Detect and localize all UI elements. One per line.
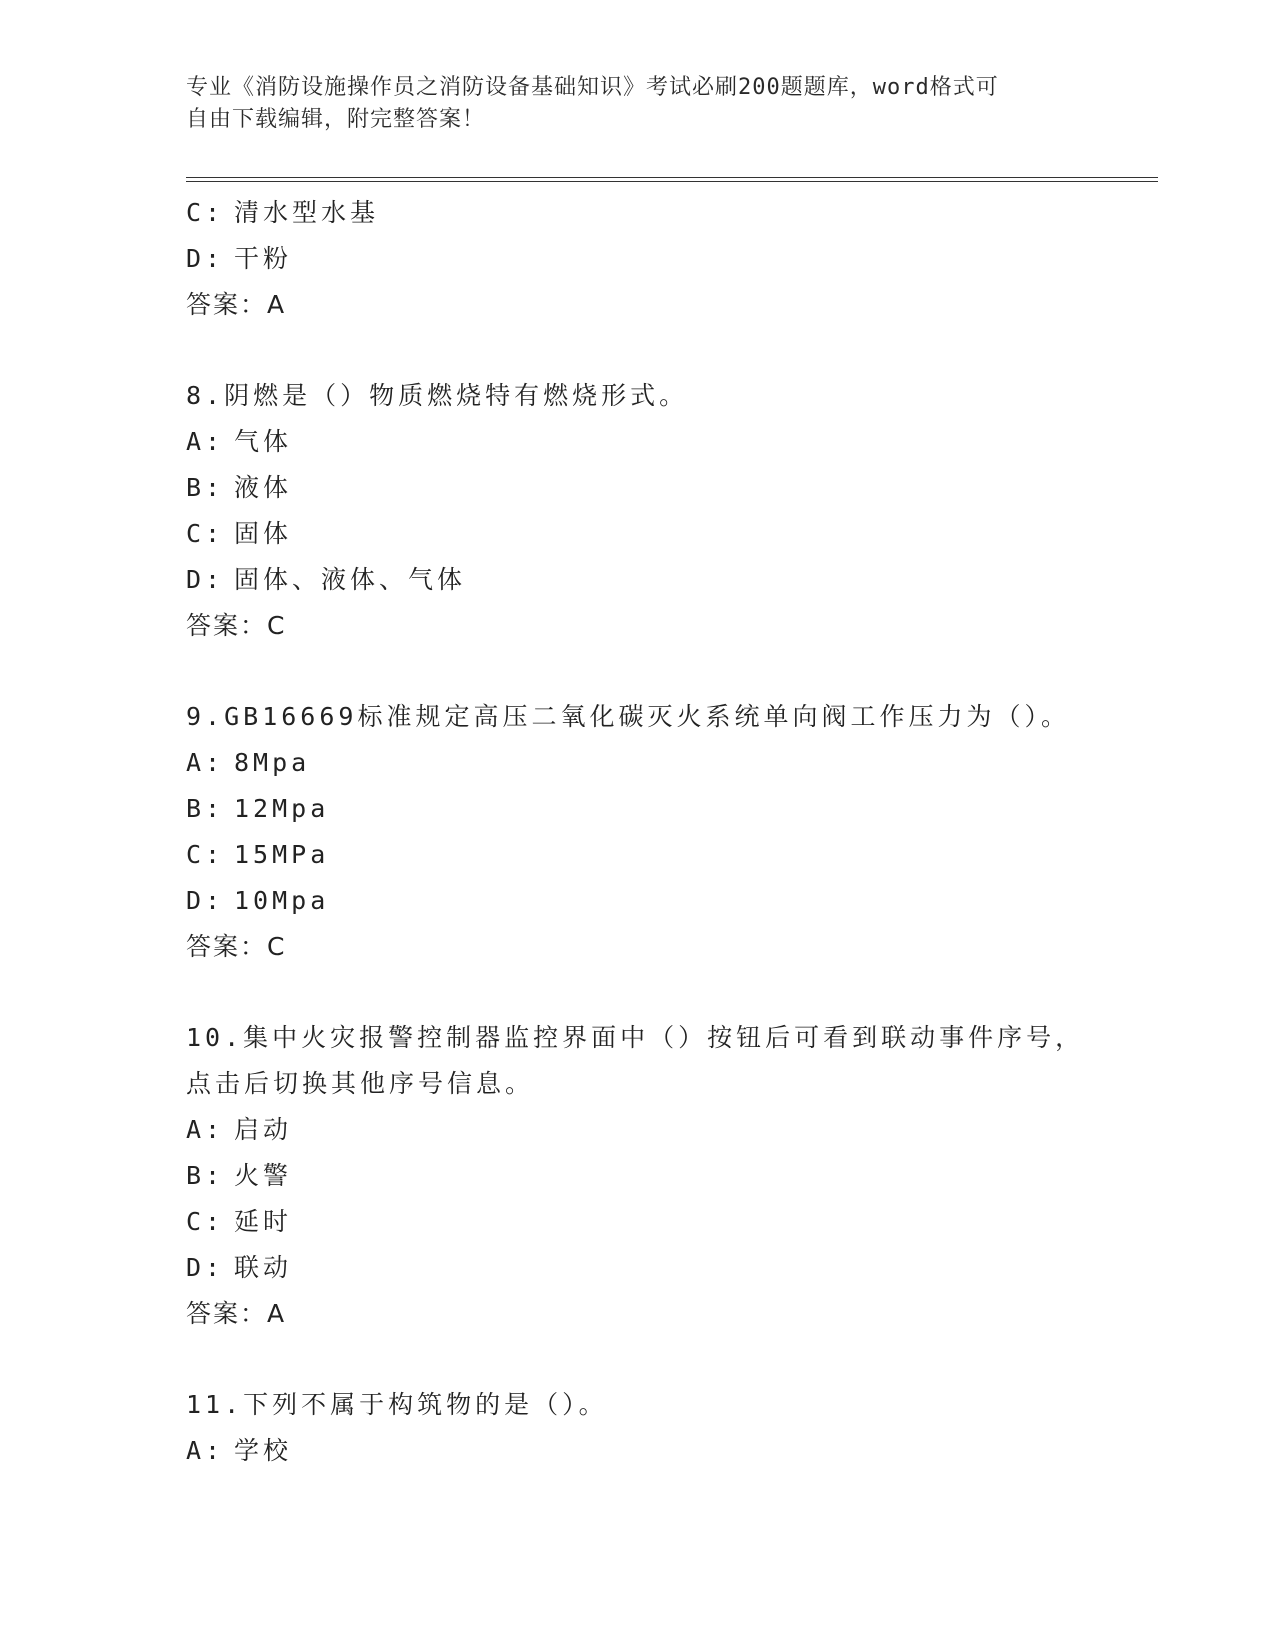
option-a [186,1428,1146,1474]
header-divider-top [186,177,1158,178]
header-line-2: 自由下载编辑，附完整答案！ [186,107,486,132]
option-text: 启动 [234,1115,293,1144]
option-label: B: [186,794,225,823]
spacer [186,649,1146,694]
question-list [186,190,1146,1474]
option-a [186,740,1146,786]
question-text: 11.下列不属于构筑物的是（）。 [186,1390,608,1419]
option-label: C: [186,519,225,548]
option-text: 清水型水基 [234,198,380,227]
option-label: D: [186,244,225,273]
answer-line: 答案：C [186,932,287,961]
question-8 [186,373,1146,649]
option-b [186,786,1146,832]
question-9 [186,694,1146,970]
option-c [186,511,1146,557]
option-label: A: [186,427,225,456]
header-line-1: 专业《消防设施操作员之消防设备基础知识》考试必刷200题题库，word格式可 [186,75,999,100]
question-text-continued: 点击后切换其他序号信息。 [186,1069,535,1098]
document-header [186,72,1086,136]
option-label: D: [186,565,225,594]
option-text: 联动 [234,1253,293,1282]
answer-line: 答案：A [186,290,287,319]
option-label: C: [186,1207,225,1236]
option-c [186,832,1146,878]
question-10 [186,1015,1146,1337]
option-b [186,465,1146,511]
question-text: 9.GB16669标准规定高压二氧化碳灭火系统单向阀工作压力为（）。 [186,702,1070,731]
option-c [186,190,1146,236]
option-text: 液体 [234,473,293,502]
option-label: C: [186,840,225,869]
option-text: 延时 [234,1207,293,1236]
option-text: 12Mpa [234,794,330,823]
option-text: 10Mpa [234,886,330,915]
spacer [186,328,1146,373]
option-a [186,1107,1146,1153]
option-text: 固体、液体、气体 [234,565,467,594]
option-label: B: [186,1161,225,1190]
spacer [186,970,1146,1015]
option-text: 学校 [234,1436,293,1465]
question-text: 8.阴燃是（）物质燃烧特有燃烧形式。 [186,381,689,410]
question-11 [186,1382,1146,1474]
option-label: A: [186,748,225,777]
spacer [186,1337,1146,1382]
option-text: 8Mpa [234,748,311,777]
option-b [186,1153,1146,1199]
option-text: 15MPa [234,840,330,869]
option-a [186,419,1146,465]
answer-line: 答案：C [186,611,287,640]
option-d [186,1245,1146,1291]
option-label: C: [186,198,225,227]
option-label: D: [186,886,225,915]
option-text: 火警 [234,1161,293,1190]
question-7-continuation [186,190,1146,328]
option-c [186,1199,1146,1245]
option-d [186,557,1146,603]
option-label: B: [186,473,225,502]
option-label: D: [186,1253,225,1282]
option-text: 气体 [234,427,293,456]
option-text: 干粉 [234,244,293,273]
answer-line: 答案：A [186,1299,287,1328]
header-divider-bottom [186,181,1158,182]
option-text: 固体 [234,519,293,548]
option-d [186,236,1146,282]
question-text: 10.集中火灾报警控制器监控界面中（）按钮后可看到联动事件序号， [186,1023,1085,1052]
option-d [186,878,1146,924]
option-label: A: [186,1115,225,1144]
option-label: A: [186,1436,225,1465]
